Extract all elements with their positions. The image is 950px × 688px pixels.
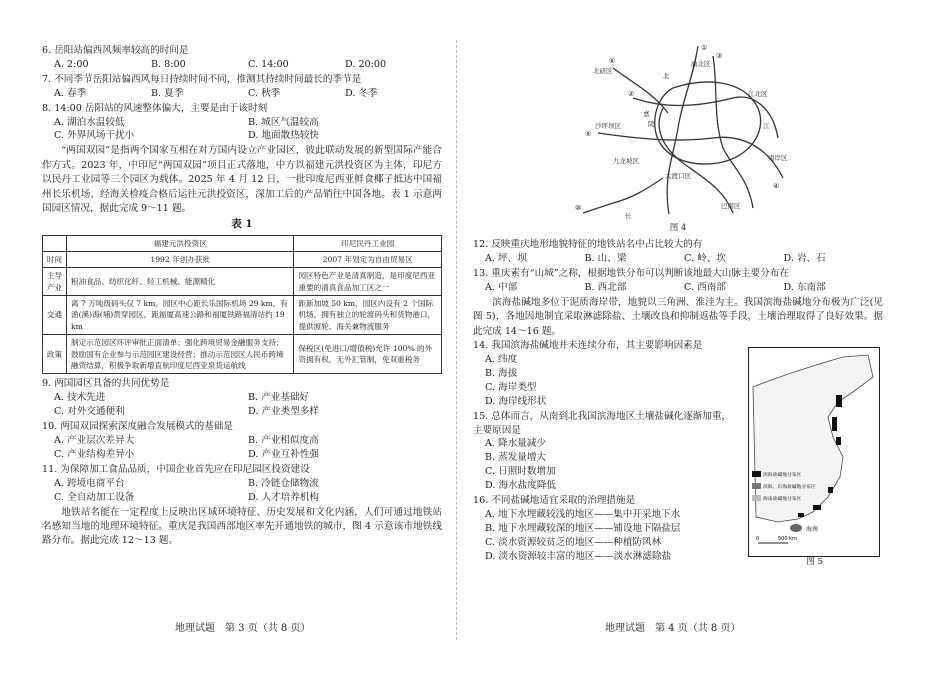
question-stem: 8. 14:00 岳阳站的风速整体偏大，主要是由于该时刻 — [42, 102, 268, 114]
river-label: 陵 — [648, 120, 655, 128]
option-a: A. 产业层次差异大 — [54, 435, 135, 447]
question-15 — [473, 410, 735, 493]
district-label: 南岸区 — [768, 154, 788, 162]
legend-swatch — [752, 495, 761, 501]
option-c: C. 西南部 — [684, 282, 726, 294]
scale-zero: 0 — [756, 536, 760, 542]
question-11 — [42, 463, 442, 505]
cell-bintan: 距新加坡 50 km，园区内设有 2 个国际机场，拥有独立的轮渡码头和货物港口，提供渡轮、海关兼物流服务 — [294, 296, 442, 335]
district-label: 北碚区 — [593, 67, 613, 75]
option-b: B. 海拔 — [485, 367, 518, 379]
legend-label: 滨海、东海盐碱地分布区 — [763, 485, 816, 490]
option-a: A. 纬度 — [485, 354, 518, 366]
option-d: D. 人才培养机构 — [248, 491, 320, 503]
metro-map-graphic — [573, 38, 813, 224]
option-a: A. 2:00 — [54, 58, 89, 70]
parks-table — [42, 235, 442, 375]
line-number: ② — [628, 90, 635, 98]
option-c: C. 14:00 — [248, 58, 289, 70]
passage-two-countries-parks: “两国双园”是指两个国家互相在对方国内设立产业园区，彼此联动发展的新型国际产能合作方式。2023 年，中印尼“两国双园”项目正式落地，中方以福建元洪投资区为主体，印尼方以民丹工业园等三个园区为载体。2025 年 4 月 12 日，一批印度尼西亚鲜食椰子抵达中国福州长乐机场，经海关检疫合格后运往元洪投资区，深加工后的产品销往中国各地。表 1 示意两国园区情况，据此完成 9～11 题。 — [42, 145, 442, 214]
option-c: C. 淡水资源较贫乏的地区——种植防风林 — [485, 536, 662, 548]
option-c: C. 秋季 — [248, 87, 281, 99]
coast-map-graphic — [748, 347, 880, 557]
cell-bintan: 保税区(免进口/增值税)允许 100% 的外资拥有权，无外汇管制，免双重税务 — [294, 335, 442, 374]
option-b: B. 山、梁 — [584, 253, 627, 265]
table-header-empty — [43, 235, 67, 251]
question-stem: 12. 反映重庆地形地貌特征的地铁站名中占比较大的有 — [473, 239, 703, 251]
district-label: 江北区 — [748, 90, 768, 98]
question-6 — [42, 44, 442, 72]
question-13 — [473, 267, 883, 295]
page-divider — [456, 40, 457, 640]
district-label: 巴南区 — [721, 202, 741, 210]
option-d: D. 海岸线形状 — [485, 395, 547, 407]
row-label: 交通 — [43, 296, 67, 335]
legend-label: 滨海盐碱地分布区 — [763, 473, 802, 478]
line-number: ⑤ — [585, 130, 592, 138]
option-c: C. 外界风场干扰小 — [54, 130, 135, 142]
option-d: D. 岩、石 — [783, 253, 826, 265]
question-stem: 15. 总体而言，从南到北我国滨海地区土壤盐碱化逐渐加重，主要原因是 — [473, 410, 732, 436]
district-label: 大渡口区 — [665, 172, 691, 180]
question-stem: 13. 重庆素有“山城”之称，根据地铁分布可以判断该地最大山脉主要分布在 — [473, 268, 789, 280]
option-a: A. 坪、坝 — [485, 253, 527, 265]
table-row — [43, 251, 442, 267]
line-number: ⑥ — [609, 57, 616, 65]
river-label: 长 — [625, 212, 632, 220]
question-14 — [473, 339, 735, 409]
left-page — [42, 44, 442, 549]
cell-fujian: 制定示范园区环评审批正面清单；强化跨境贸易金融服务支持；鼓励国有企业参与示范园区建设经营；推动示范园区人民币跨境融资结算，积极争取新增直航印度尼西亚泉货运航线 — [67, 335, 294, 374]
figure-5-caption: 图 5 — [806, 557, 823, 567]
option-b: B. 蒸发量增大 — [485, 452, 547, 464]
table-header-fujian: 福建元洪投资区 — [67, 235, 294, 251]
question-7 — [42, 73, 442, 101]
river-label: 江 — [763, 122, 770, 130]
cell-bintan: 园区特色产业是清真制造，是印度尼西亚重要的清真食品加工区之一 — [294, 268, 442, 296]
option-b: B. 产业相似度高 — [248, 435, 319, 447]
metro-line — [667, 46, 698, 214]
right-page — [473, 44, 883, 565]
passage-metro-names: 地铁站名能在一定程度上反映出区域环境特征、历史发展和文化内涵，人们可通过地铁站名感知当地的地理环境特征。重庆是我国西部地区率先开通地铁的城市，图 4 示意该市地铁线路分布。据此完成 12～13 题。 — [42, 506, 442, 547]
river-label: 嘉 — [643, 110, 650, 118]
cell-bintan: 2007 年划定为自由贸易区 — [294, 251, 442, 267]
footer-page-3: 地理试题 第 3 页（共 8 页） — [175, 623, 311, 634]
question-8 — [42, 102, 442, 144]
cell-fujian: 1992 年创办获批 — [67, 251, 294, 267]
question-12 — [473, 238, 883, 266]
table-row — [43, 268, 442, 296]
option-d: D. 东南部 — [783, 282, 826, 294]
option-b: B. 西北部 — [584, 282, 627, 294]
question-stem: 16. 不同盐碱地适宜采取的治理措施是 — [473, 495, 636, 507]
table-header-bintan: 印尼民丹工业园 — [294, 235, 442, 251]
option-c: C. 海岸类型 — [485, 381, 537, 393]
option-d: D. 地面散热较快 — [248, 130, 320, 142]
island-label: 海南 — [806, 526, 819, 533]
question-stem: 10. 两国双园探索深度融合发展模式的基础是 — [42, 421, 233, 433]
option-a: A. 湖泊水温较低 — [54, 116, 125, 128]
option-c: C. 全自动加工设备 — [54, 491, 135, 503]
option-a: A. 降水量减少 — [485, 438, 546, 450]
option-a: A. 春季 — [54, 87, 87, 99]
line-number: ④ — [773, 182, 780, 190]
district-label: 沙坪坝区 — [595, 122, 621, 130]
table-row — [43, 335, 442, 374]
passage-saline-land: 滨海盐碱地多位于泥质海岸带，地貌以三角洲、淮洼为主。我国滨海盐碱地分布极为广泛(见图 5)，各地因地制宜采取淋滤除盐、土壤改良和抑制返盐等手段，土壤治理取得了良好效果。据此完成 14～16 题。 — [473, 296, 883, 337]
option-d: D. 海水盐度降低 — [485, 480, 557, 492]
map-label: 北 — [663, 72, 670, 80]
question-10 — [42, 420, 442, 462]
metro-line — [613, 68, 668, 113]
option-a: A. 地下水埋藏较浅的地区——集中开采地下水 — [485, 508, 681, 520]
table-row — [43, 296, 442, 335]
question-9 — [42, 377, 442, 419]
figure-5-coast-map — [748, 347, 880, 557]
option-d: D. 冬季 — [345, 87, 378, 99]
option-b: B. 夏季 — [151, 87, 184, 99]
line-number: ⑩ — [575, 204, 582, 212]
option-b: B. 城区气温较高 — [248, 116, 319, 128]
cell-fujian: 粮油食品、纺织化纤、轻工机械、能源精化 — [67, 268, 294, 296]
option-c: C. 产业结构差异小 — [54, 448, 135, 460]
metro-line — [659, 108, 733, 213]
figure-4-metro-map — [573, 38, 813, 224]
district-label: 九龙坡区 — [613, 157, 639, 165]
legend-label: 海南盐碱地分布区 — [763, 497, 802, 502]
footer-page-4: 地理试题 第 4 页（共 8 页） — [605, 623, 741, 634]
option-c: C. 岭、坎 — [684, 253, 726, 265]
option-a: A. 跨境电商平台 — [54, 477, 125, 489]
row-label: 时间 — [43, 251, 67, 267]
option-b: B. 地下水埋藏较深的地区——铺设地下隔盐层 — [485, 522, 681, 534]
option-d: D. 产业类型多样 — [248, 406, 320, 418]
line-number: ③ — [716, 52, 723, 60]
legend-swatch — [752, 471, 761, 477]
metro-line — [583, 178, 663, 213]
row-label: 主导产业 — [43, 268, 67, 296]
table-caption: 表 1 — [231, 218, 253, 231]
question-stem: 6. 岳阳站偏西风频率较高的时间是 — [42, 45, 189, 56]
option-a: A. 中部 — [485, 282, 518, 294]
option-d: D. 淡水资源较丰富的地区——淡水淋滤除盐 — [485, 550, 672, 562]
legend-swatch — [752, 483, 761, 489]
table-header-row — [43, 235, 442, 251]
question-stem: 7. 不同季节岳阳站偏西风每日持续时间不同，推测其持续时间最长的季节是 — [42, 73, 362, 85]
island-shape — [790, 524, 802, 532]
cell-fujian: 离 7 万吨级码头仅 7 km。园区中心距长乐国际机场 29 km，有渔(溪)海(埔)贯穿园区，距福厦高速公路和福厦铁路福清站约 19 km — [67, 296, 294, 335]
row-label: 政策 — [43, 335, 67, 374]
option-d: D. 20:00 — [345, 58, 387, 70]
metro-line — [713, 56, 753, 208]
question-stem: 11. 为保障加工食品品质，中国企业首先应在印尼园区投资建设 — [42, 463, 310, 475]
option-d: D. 产业互补性强 — [248, 448, 320, 460]
option-a: A. 技术先进 — [54, 392, 106, 404]
question-stem: 9. 两国园区具备的共同优势是 — [42, 378, 170, 390]
option-b: B. 冷链仓储物流 — [248, 477, 319, 489]
question-stem: 14. 我国滨海盐碱地并未连续分布，其主要影响因素是 — [473, 340, 703, 352]
option-c: C. 对外交通便利 — [54, 406, 125, 418]
option-c: C. 日照时数增加 — [485, 466, 556, 478]
option-b: B. 产业基础好 — [248, 392, 310, 404]
line-number: ① — [701, 44, 708, 52]
scale-label: 500 km — [778, 536, 797, 542]
figure-4-caption: 图 4 — [669, 223, 687, 233]
option-b: B. 8:00 — [151, 58, 186, 70]
district-label: 渝北区 — [691, 60, 711, 68]
